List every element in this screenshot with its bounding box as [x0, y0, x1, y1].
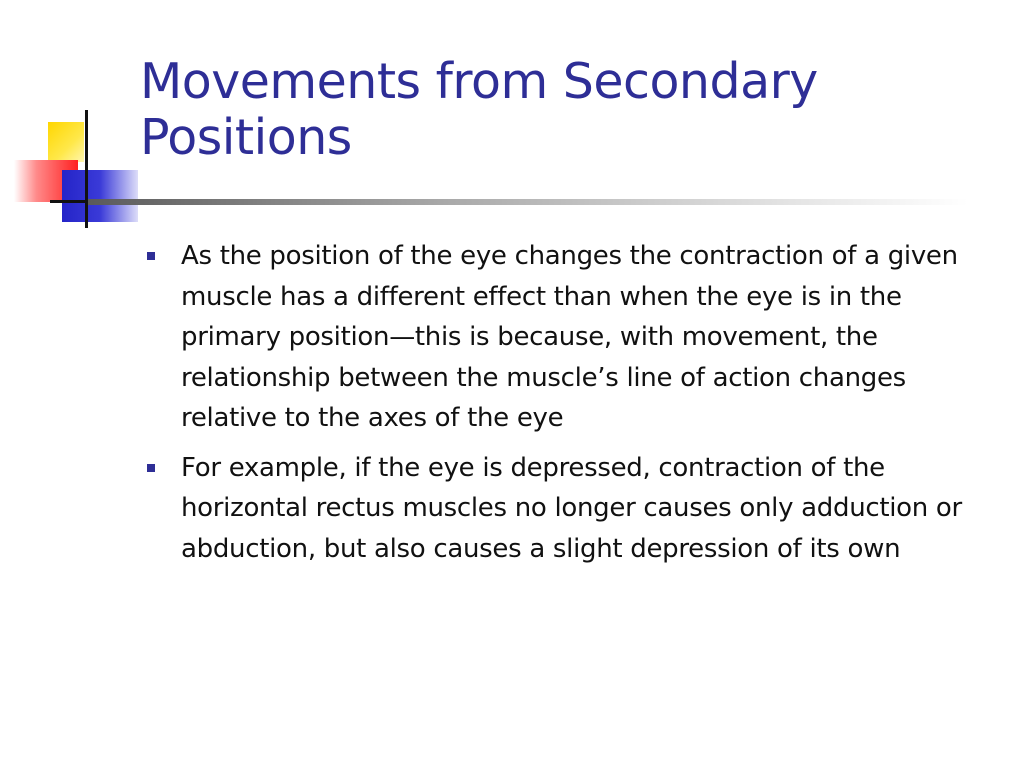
square-bullet-icon	[147, 464, 155, 472]
bullet-list	[140, 236, 1000, 578]
bullet-item	[140, 236, 1000, 439]
bullet-text: As the position of the eye changes the contraction of a given muscle has a different effect than when the eye is in the primary position—this is because, with movement, the relationship between the muscle’s line of action changes relative to the axes of the eye	[181, 241, 958, 433]
bullet-text: For example, if the eye is depressed, contraction of the horizontal rectus muscles no longer causes only adduction or abduction, but also causes a slight depression of its own	[181, 452, 962, 564]
decorative-logo	[0, 100, 150, 230]
vertical-line-decoration	[85, 110, 88, 228]
slide-title-line-2: Positions	[140, 109, 352, 166]
slide-title-line-1: Movements from Secondary	[140, 53, 818, 110]
slide-title	[140, 54, 1000, 166]
bullet-item	[140, 448, 1000, 570]
yellow-square-decoration	[48, 122, 84, 162]
blue-square-decoration	[62, 170, 138, 222]
title-underline	[88, 199, 968, 205]
square-bullet-icon	[147, 252, 155, 260]
